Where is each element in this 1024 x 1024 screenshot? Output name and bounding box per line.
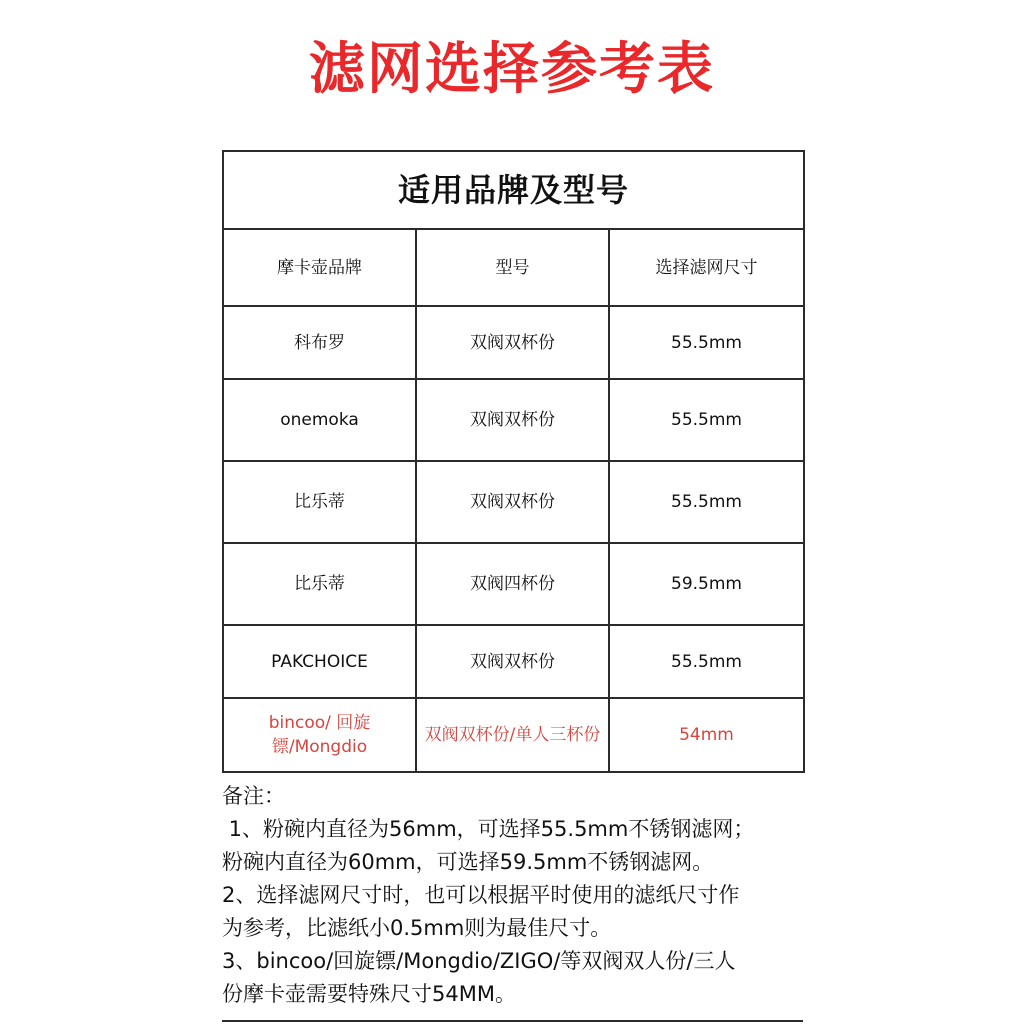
- note-line: 份摩卡壶需要特殊尺寸54MM。: [222, 982, 516, 1006]
- note-line: 粉碗内直径为60mm，可选择59.5mm不锈钢滤网。: [222, 850, 714, 874]
- table-header-row: [223, 229, 804, 306]
- table-caption: 适用品牌及型号: [223, 151, 804, 229]
- cell-brand: onemoka: [223, 379, 416, 461]
- cell-brand: bincoo/ 回旋镖/Mongdio: [223, 698, 416, 772]
- cell-brand: PAKCHOICE: [223, 625, 416, 698]
- header-model: 型号: [416, 229, 609, 306]
- reference-table: [222, 150, 805, 773]
- cell-model: 双阀双杯份: [416, 306, 609, 379]
- cell-model: 双阀四杯份: [416, 543, 609, 625]
- cell-model: 双阀双杯份/单人三杯份: [416, 698, 609, 772]
- cell-size: 55.5mm: [609, 461, 804, 543]
- cell-size: 55.5mm: [609, 306, 804, 379]
- table-row-highlighted: [223, 698, 804, 772]
- table-row: [223, 306, 804, 379]
- note-line: 1、粉碗内直径为56mm，可选择55.5mm不锈钢滤网；: [222, 817, 755, 841]
- notes-section: [222, 780, 822, 1011]
- cell-brand: 比乐蒂: [223, 543, 416, 625]
- note-line: 为参考，比滤纸小0.5mm则为最佳尺寸。: [222, 916, 612, 940]
- cell-model: 双阀双杯份: [416, 461, 609, 543]
- cell-model: 双阀双杯份: [416, 625, 609, 698]
- note-line: 3、bincoo/回旋镖/Mongdio/ZIGO/等双阀双人份/三人: [222, 949, 736, 973]
- bottom-divider: [222, 1020, 803, 1022]
- cell-size: 59.5mm: [609, 543, 804, 625]
- table-row: [223, 379, 804, 461]
- cell-model: 双阀双杯份: [416, 379, 609, 461]
- cell-size: 55.5mm: [609, 625, 804, 698]
- header-filter-size: 选择滤网尺寸: [609, 229, 804, 306]
- note-line: 2、选择滤网尺寸时，也可以根据平时使用的滤纸尺寸作: [222, 883, 740, 907]
- table-row: [223, 625, 804, 698]
- cell-brand: 比乐蒂: [223, 461, 416, 543]
- notes-heading: 备注：: [222, 784, 285, 808]
- header-brand: 摩卡壶品牌: [223, 229, 416, 306]
- table-row: [223, 543, 804, 625]
- cell-brand: 科布罗: [223, 306, 416, 379]
- cell-size: 55.5mm: [609, 379, 804, 461]
- table-row: [223, 461, 804, 543]
- cell-size: 54mm: [609, 698, 804, 772]
- page-title: 滤网选择参考表: [309, 37, 715, 102]
